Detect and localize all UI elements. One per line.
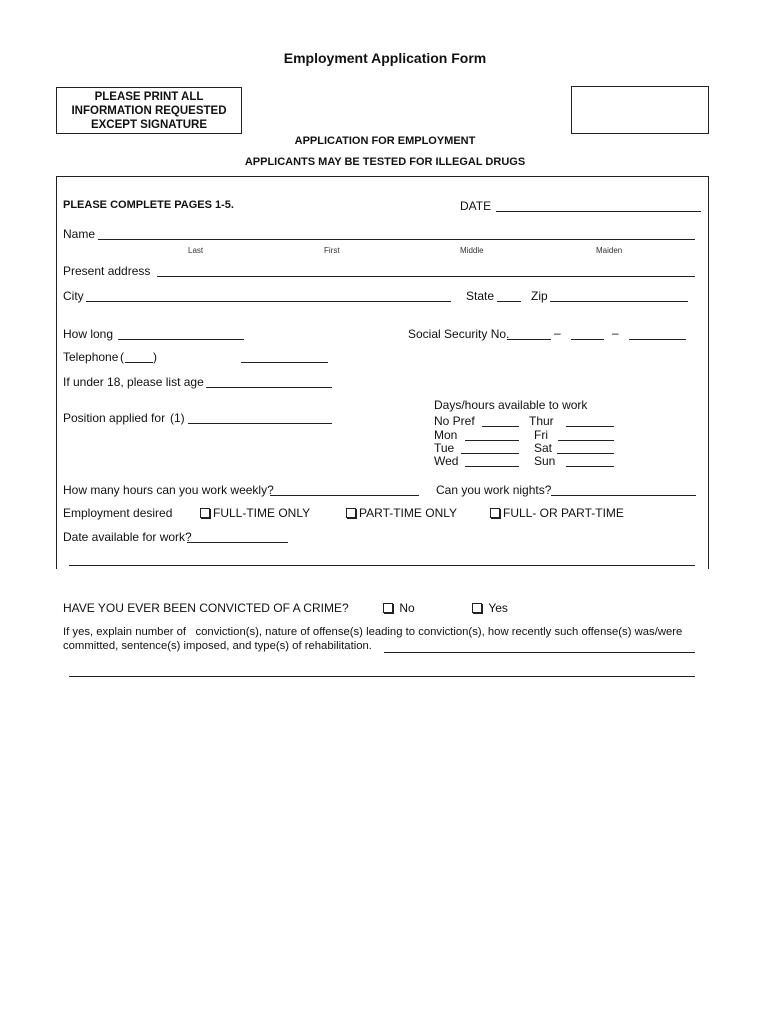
- position-field[interactable]: [188, 411, 332, 424]
- position-label: Position applied for: [63, 411, 166, 425]
- photo-box: [571, 86, 709, 134]
- crime-yes-option[interactable]: [472, 601, 508, 615]
- crime-yes-checkbox[interactable]: [472, 603, 482, 613]
- date-available-label: Date available for work?: [63, 530, 192, 544]
- date-field[interactable]: [496, 199, 701, 212]
- state-label: State: [466, 289, 495, 303]
- ssn-label: Social Security No.: [408, 327, 510, 341]
- part-time-checkbox[interactable]: [346, 508, 356, 518]
- complete-pages-note: PLEASE COMPLETE PAGES 1-5.: [63, 199, 234, 211]
- day-sat-field[interactable]: [557, 441, 614, 454]
- day-wed-field[interactable]: [465, 454, 519, 467]
- name-field[interactable]: [98, 227, 695, 240]
- day-thur-field[interactable]: [566, 414, 614, 427]
- days-hours-heading: Days/hours available to work: [434, 398, 588, 412]
- ssn-part-2[interactable]: [571, 327, 604, 340]
- present-address-label: Present address: [63, 264, 151, 278]
- ssn-dash-2: –: [612, 326, 619, 340]
- how-long-field[interactable]: [118, 327, 244, 340]
- crime-no-label: No: [399, 601, 415, 615]
- telephone-number[interactable]: [241, 350, 328, 363]
- blank-line-1[interactable]: [69, 553, 695, 566]
- crime-no-option[interactable]: [383, 601, 415, 615]
- zip-label: Zip: [531, 289, 548, 303]
- day-tue-field[interactable]: [461, 441, 519, 454]
- form-title: Employment Application Form: [283, 50, 487, 66]
- day-tue-label: Tue: [434, 441, 455, 455]
- day-nopref-field[interactable]: [482, 414, 519, 427]
- telephone-close-paren: ): [153, 350, 157, 364]
- option-full-or-part-time[interactable]: [490, 506, 624, 520]
- ssn-part-3[interactable]: [629, 327, 686, 340]
- date-label: DATE: [460, 199, 492, 213]
- telephone-label: Telephone: [63, 350, 119, 364]
- employment-desired-label: Employment desired: [63, 506, 173, 520]
- under-18-label: If under 18, please list age: [63, 375, 204, 389]
- city-field[interactable]: [86, 289, 451, 302]
- explain-field-2[interactable]: [69, 664, 695, 677]
- date-available-field[interactable]: [187, 530, 288, 543]
- crime-yes-label: Yes: [488, 601, 508, 615]
- ssn-part-1[interactable]: [507, 327, 551, 340]
- hours-weekly-label: How many hours can you work weekly?: [63, 483, 274, 497]
- zip-field[interactable]: [550, 289, 688, 302]
- print-notice-line-3: EXCEPT SIGNATURE: [90, 119, 208, 131]
- telephone-area-code[interactable]: [125, 350, 153, 363]
- state-field[interactable]: [497, 289, 521, 302]
- full-or-part-time-label: FULL- OR PART-TIME: [503, 506, 624, 520]
- explain-field-1[interactable]: [384, 640, 695, 653]
- name-middle-caption: Middle: [460, 246, 484, 255]
- print-notice-line-1: PLEASE PRINT ALL: [94, 91, 204, 103]
- ssn-dash-1: –: [554, 326, 561, 340]
- day-thur-label: Thur: [529, 414, 554, 428]
- day-nopref-label: No Pref: [434, 414, 475, 428]
- full-or-part-time-checkbox[interactable]: [490, 508, 500, 518]
- explain-text-2: committed, sentence(s) imposed, and type(s) of rehabilitation.: [63, 640, 372, 652]
- telephone-open-paren: (: [120, 350, 124, 364]
- name-label: Name: [63, 227, 96, 241]
- day-fri-label: Fri: [534, 428, 548, 442]
- day-mon-field[interactable]: [465, 428, 519, 441]
- hours-weekly-field[interactable]: [270, 483, 419, 496]
- subtitle-drug-testing: APPLICANTS MAY BE TESTED FOR ILLEGAL DRUGS: [244, 156, 526, 168]
- option-full-time[interactable]: [200, 506, 310, 520]
- day-sun-label: Sun: [534, 454, 556, 468]
- crime-question: HAVE YOU EVER BEEN CONVICTED OF A CRIME?: [63, 601, 349, 615]
- part-time-label: PART-TIME ONLY: [359, 506, 458, 520]
- name-maiden-caption: Maiden: [596, 246, 623, 255]
- nights-field[interactable]: [551, 483, 696, 496]
- day-sun-field[interactable]: [566, 454, 614, 467]
- how-long-label: How long: [63, 327, 114, 341]
- position-number: (1): [170, 411, 185, 425]
- full-time-checkbox[interactable]: [200, 508, 210, 518]
- print-notice: [56, 90, 242, 132]
- subtitle-application: APPLICATION FOR EMPLOYMENT: [294, 135, 476, 147]
- nights-label: Can you work nights?: [436, 483, 552, 497]
- day-wed-label: Wed: [434, 454, 459, 468]
- day-sat-label: Sat: [534, 441, 553, 455]
- under-18-age-field[interactable]: [206, 375, 332, 388]
- present-address-field[interactable]: [157, 264, 695, 277]
- name-last-caption: Last: [188, 246, 204, 255]
- full-time-label: FULL-TIME ONLY: [213, 506, 311, 520]
- print-notice-line-2: INFORMATION REQUESTED: [71, 105, 227, 117]
- name-first-caption: First: [324, 246, 340, 255]
- explain-text-1: If yes, explain number of conviction(s), nature of offense(s) leading to conviction(s), how recently such offense(s) was/were: [63, 626, 683, 638]
- day-mon-label: Mon: [434, 428, 458, 442]
- crime-no-checkbox[interactable]: [383, 603, 393, 613]
- option-part-time[interactable]: [346, 506, 457, 520]
- city-label: City: [63, 289, 84, 303]
- day-fri-field[interactable]: [558, 428, 614, 441]
